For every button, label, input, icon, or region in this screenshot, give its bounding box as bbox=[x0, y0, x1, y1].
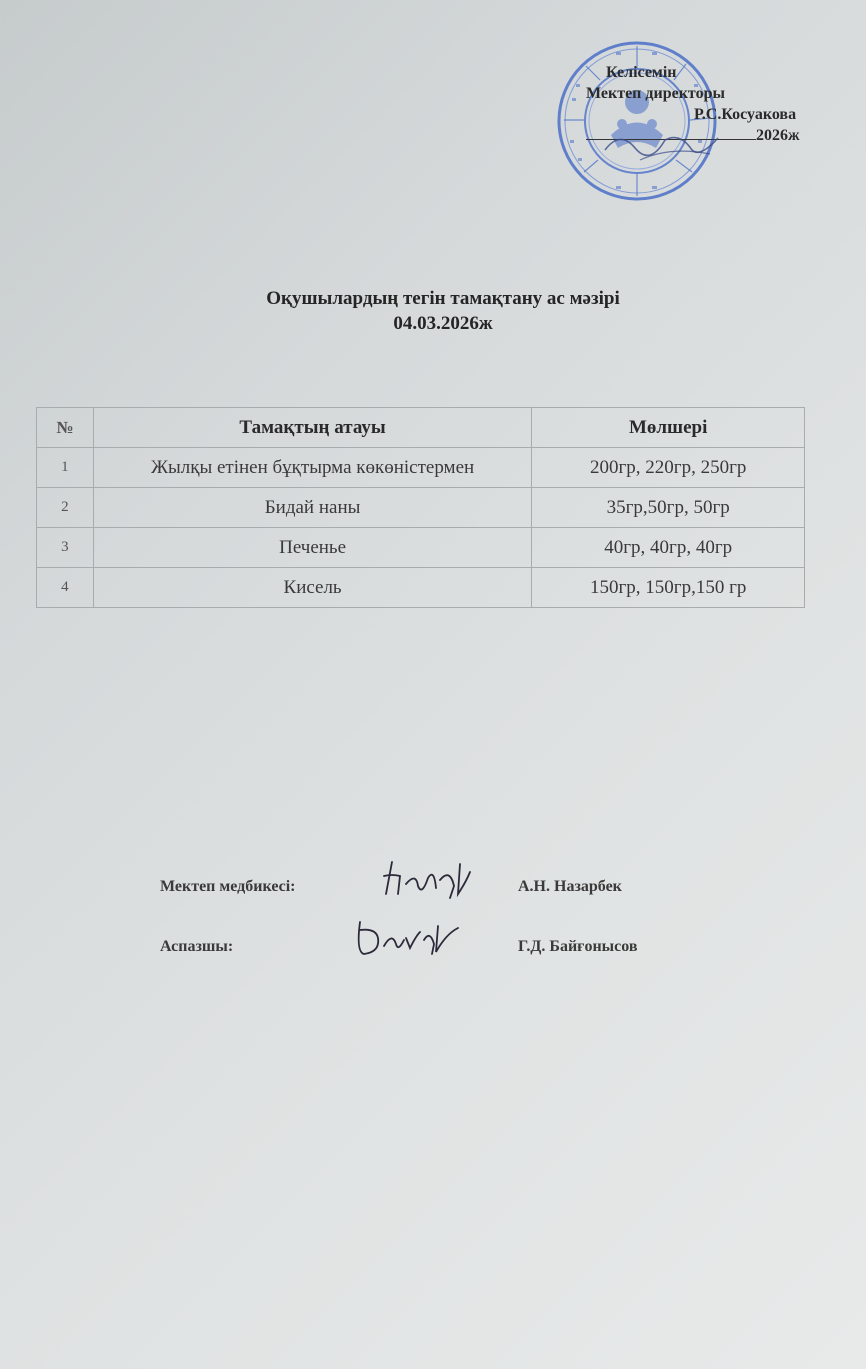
title-date: 04.03.2026ж bbox=[393, 313, 493, 334]
menu-table bbox=[36, 407, 805, 608]
header-portion: Мөлшері bbox=[532, 408, 805, 448]
row-number: 3 bbox=[37, 528, 94, 568]
table-header-row bbox=[37, 408, 805, 448]
row-number: 1 bbox=[37, 448, 94, 488]
cook-role: Аспазшы: bbox=[160, 938, 234, 955]
table-row bbox=[37, 568, 805, 608]
nurse-role: Мектеп медбикесі: bbox=[160, 878, 296, 895]
title-line: Оқушылардың тегін тамақтану ас мәзірі bbox=[266, 288, 620, 309]
row-dish-name: Печенье bbox=[93, 528, 532, 568]
approval-label: Келісемін bbox=[606, 64, 677, 81]
nurse-name: А.Н. Назарбек bbox=[518, 878, 622, 895]
table-row bbox=[37, 488, 805, 528]
director-name-text: Р.С.Косуакова bbox=[694, 106, 797, 123]
row-dish-name: Жылқы етінен бұқтырма көкөністермен bbox=[93, 448, 532, 488]
approval-date-suffix: 2026ж bbox=[756, 127, 800, 144]
row-dish-name: Кисель bbox=[93, 568, 532, 608]
row-portion: 40гр, 40гр, 40гр bbox=[532, 528, 805, 568]
table-row bbox=[37, 528, 805, 568]
cook-signature bbox=[350, 912, 465, 962]
row-portion: 150гр, 150гр,150 гр bbox=[532, 568, 805, 608]
director-title: Мектеп директоры bbox=[586, 85, 725, 102]
row-number: 4 bbox=[37, 568, 94, 608]
row-portion: 200гр, 220гр, 250гр bbox=[532, 448, 805, 488]
header-dish-name: Тамақтың атауы bbox=[93, 408, 532, 448]
document-title bbox=[0, 286, 866, 336]
director-signature bbox=[600, 110, 730, 170]
cook-name: Г.Д. Байғонысов bbox=[518, 938, 638, 955]
row-dish-name: Бидай наны bbox=[93, 488, 532, 528]
row-portion: 35гр,50гр, 50гр bbox=[532, 488, 805, 528]
nurse-signature bbox=[378, 854, 478, 902]
row-number: 2 bbox=[37, 488, 94, 528]
header-number: № bbox=[37, 408, 94, 448]
table-row bbox=[37, 448, 805, 488]
